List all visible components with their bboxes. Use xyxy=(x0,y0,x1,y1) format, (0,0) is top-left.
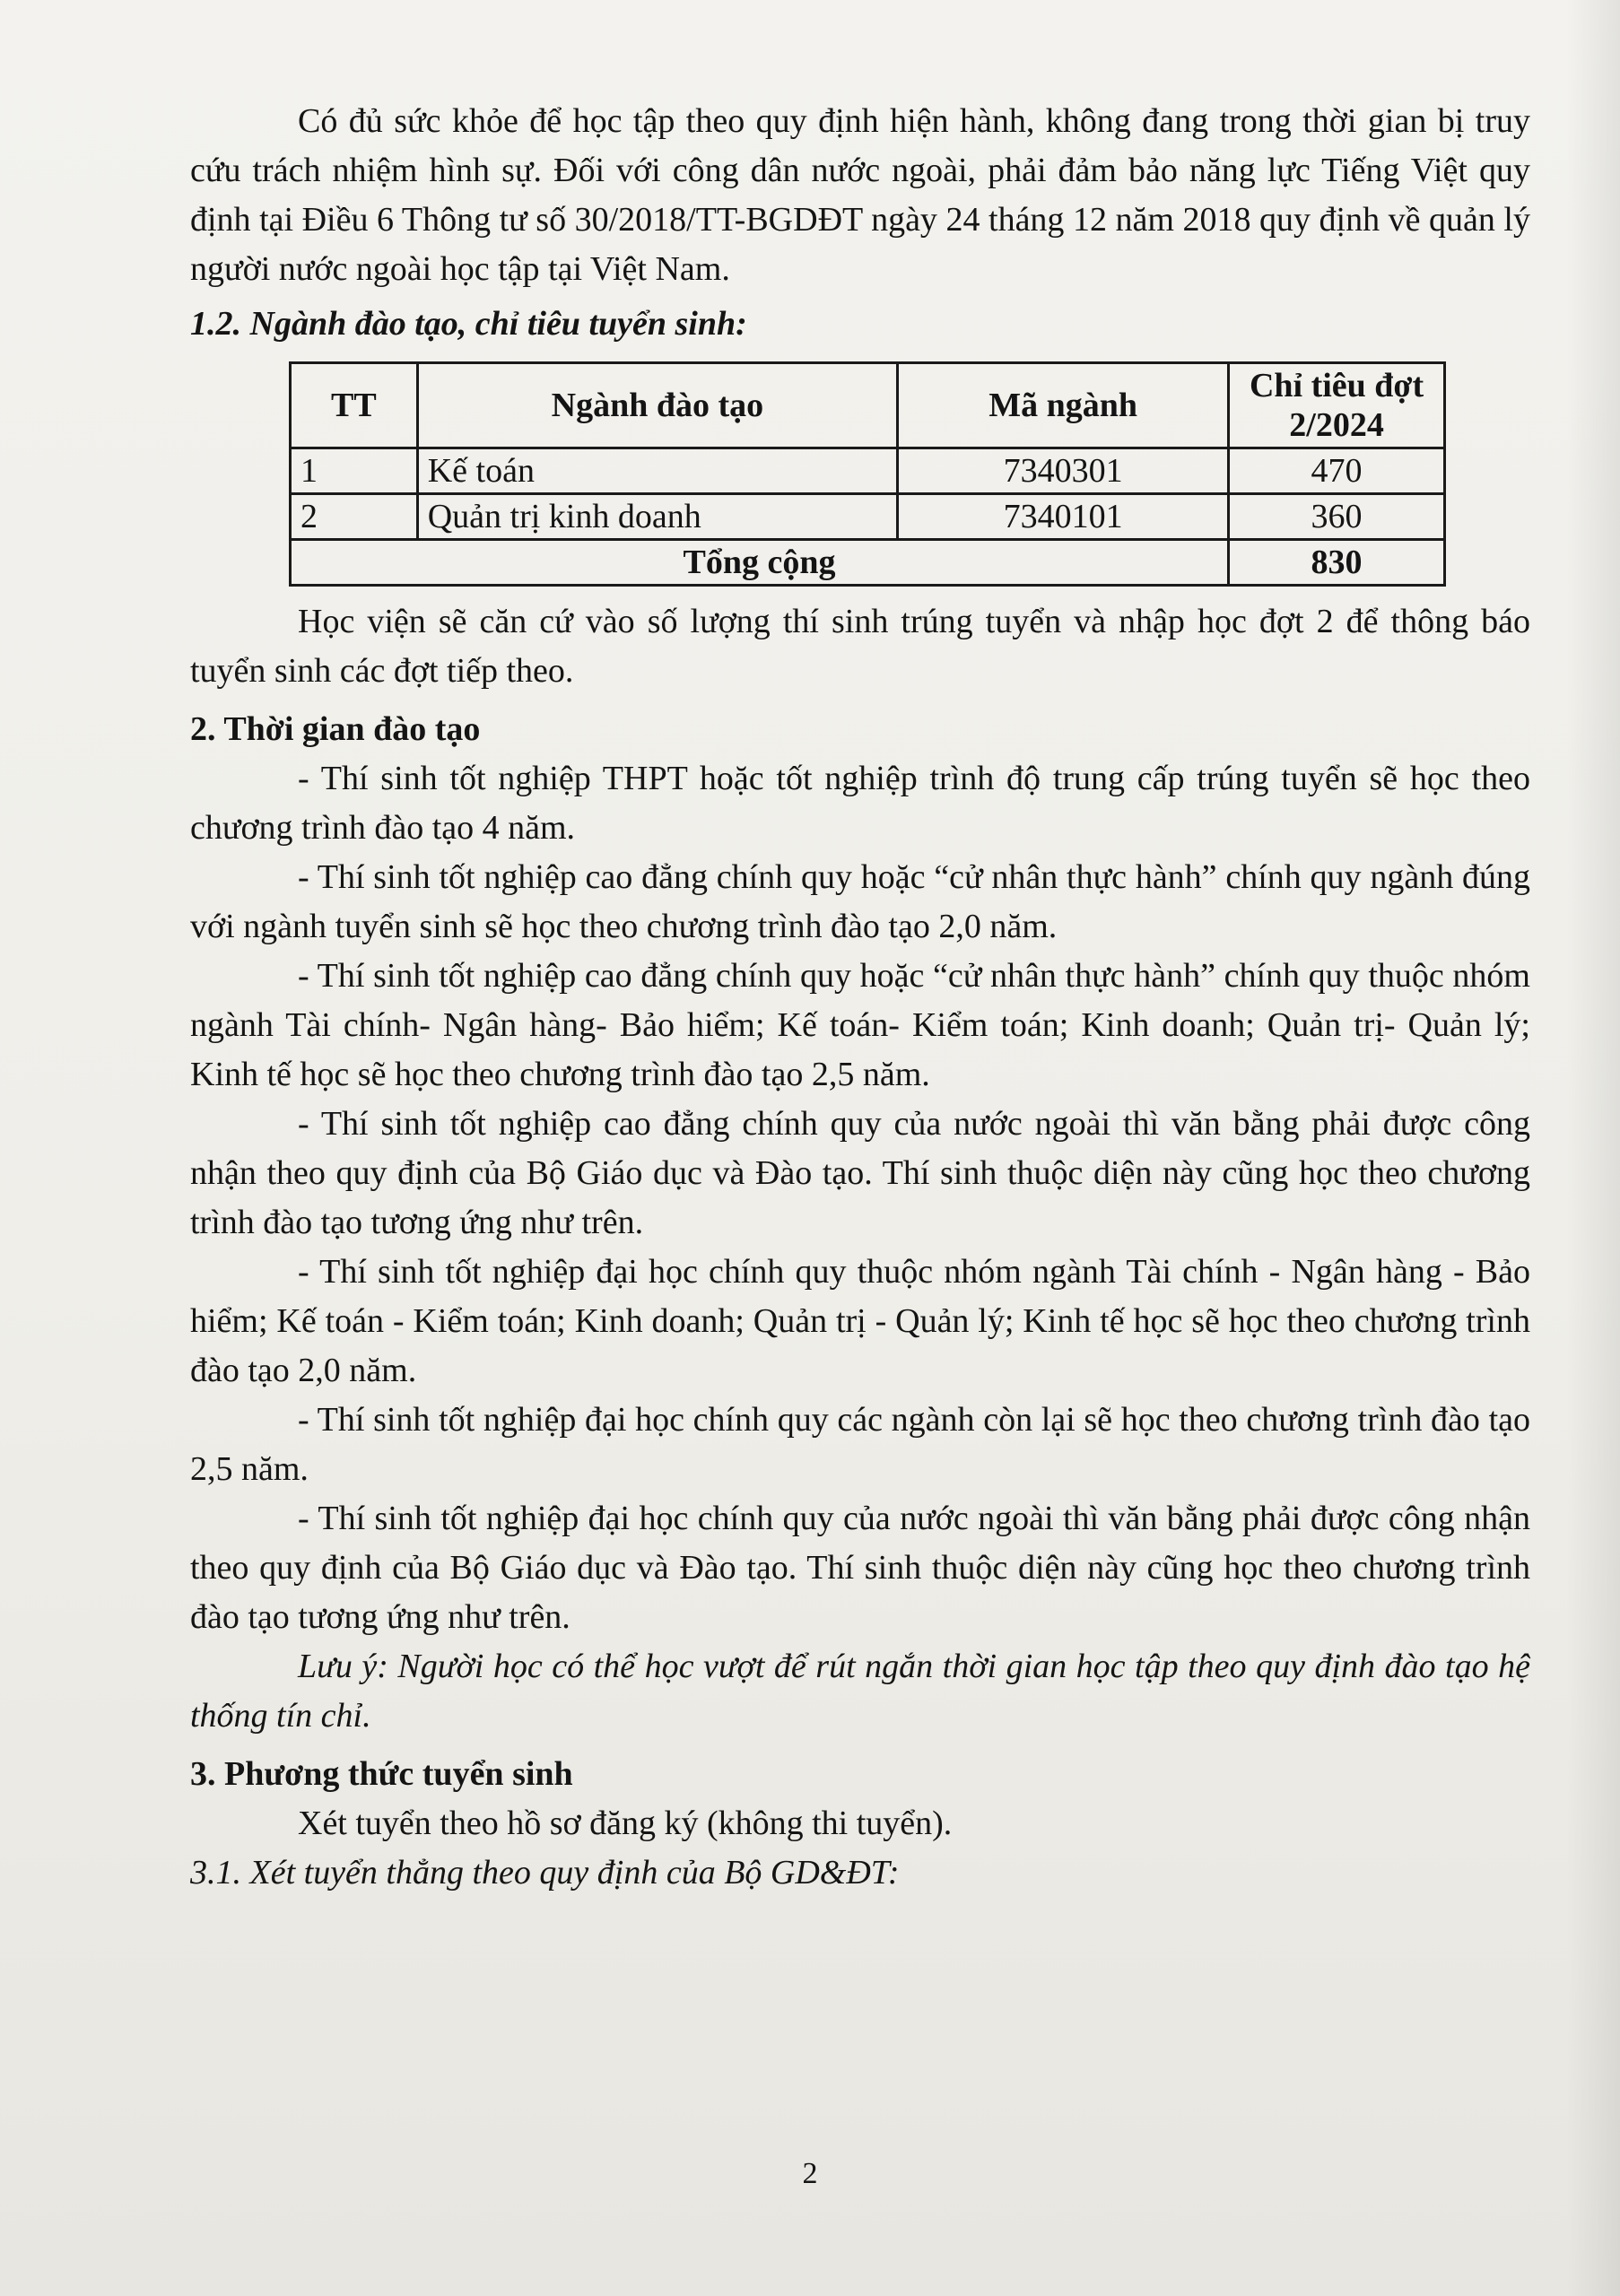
section-2-heading: 2. Thời gian đào tạo xyxy=(190,710,481,748)
page-content xyxy=(190,97,1530,1898)
section-1-2-heading: 1.2. Ngành đào tạo, chỉ tiêu tuyển sinh: xyxy=(190,305,747,343)
row-quota: 360 xyxy=(1229,494,1445,540)
total-value: 830 xyxy=(1229,540,1445,586)
list-item: - Thí sinh tốt nghiệp cao đẳng chính quy hoặc “cử nhân thực hành” chính quy thuộc nhóm ngành Tài chính- Ngân hàng- Bảo hiểm; Kế toán- Kiểm toán; Kinh doanh; Quản trị- Quản lý; Kinh tế học sẽ học theo chương trình đào tạo 2,5 năm. xyxy=(190,957,1530,1093)
list-item: - Thí sinh tốt nghiệp đại học chính quy các ngành còn lại sẽ học theo chương trình đào tạo 2,5 năm. xyxy=(190,1401,1530,1488)
list-item: - Thí sinh tốt nghiệp đại học chính quy của nước ngoài thì văn bằng phải được công nhận theo quy định của Bộ Giáo dục và Đào tạo. Thí sinh thuộc diện này cũng học theo chương trình đào tạo tương ứng như trên. xyxy=(190,1500,1530,1636)
intro-paragraph: Có đủ sức khỏe để học tập theo quy định hiện hành, không đang trong thời gian bị truy cứu trách nhiệm hình sự. Đối với công dân nước ngoài, phải đảm bảo năng lực Tiếng Việt quy định tại Điều 6 Thông tư số 30/2018/TT-BGDĐT ngày 24 tháng 12 năm 2018 quy định về quản lý người nước ngoài học tập tại Việt Nam. xyxy=(190,102,1530,288)
row-tt: 2 xyxy=(291,494,418,540)
list-item: - Thí sinh tốt nghiệp cao đẳng chính quy của nước ngoài thì văn bằng phải được công nhận theo quy định của Bộ Giáo dục và Đào tạo. Thí sinh thuộc diện này cũng học theo chương trình đào tạo tương ứng như trên. xyxy=(190,1105,1530,1241)
header-quota: Chỉ tiêu đợt 2/2024 xyxy=(1229,363,1445,448)
row-major: Quản trị kinh doanh xyxy=(417,494,897,540)
header-code: Mã ngành xyxy=(898,363,1229,448)
table-row xyxy=(291,494,1445,540)
section-3-1-heading: 3.1. Xét tuyển thẳng theo quy định của Bộ GD&ĐT: xyxy=(190,1854,900,1892)
total-label: Tổng cộng xyxy=(291,540,1229,586)
table-row xyxy=(291,448,1445,494)
section-2-note: Lưu ý: Người học có thể học vượt để rút ngắn thời gian học tập theo quy định đào tạo hệ thống tín chỉ. xyxy=(190,1648,1530,1735)
quota-table xyxy=(289,361,1446,587)
section-3-text: Xét tuyển theo hồ sơ đăng ký (không thi tuyển). xyxy=(298,1805,953,1842)
row-code: 7340301 xyxy=(898,448,1229,494)
row-code: 7340101 xyxy=(898,494,1229,540)
section-3-heading: 3. Phương thức tuyển sinh xyxy=(190,1755,573,1793)
row-tt: 1 xyxy=(291,448,418,494)
row-major: Kế toán xyxy=(417,448,897,494)
row-quota: 470 xyxy=(1229,448,1445,494)
page-edge-shadow xyxy=(1566,0,1620,2296)
table-total-row xyxy=(291,540,1445,586)
section-1-2-note: Học viện sẽ căn cứ vào số lượng thí sinh trúng tuyển và nhập học đợt 2 để thông báo tuyển sinh các đợt tiếp theo. xyxy=(190,603,1530,690)
list-item: - Thí sinh tốt nghiệp THPT hoặc tốt nghiệp trình độ trung cấp trúng tuyển sẽ học theo chương trình đào tạo 4 năm. xyxy=(190,760,1530,847)
header-major: Ngành đào tạo xyxy=(417,363,897,448)
table-header-row xyxy=(291,363,1445,448)
list-item: - Thí sinh tốt nghiệp đại học chính quy thuộc nhóm ngành Tài chính - Ngân hàng - Bảo hiểm; Kế toán - Kiểm toán; Kinh doanh; Quản trị - Quản lý; Kinh tế học sẽ học theo chương trình đào tạo 2,0 năm. xyxy=(190,1253,1530,1389)
header-tt: TT xyxy=(291,363,418,448)
list-item: - Thí sinh tốt nghiệp cao đẳng chính quy hoặc “cử nhân thực hành” chính quy ngành đúng với ngành tuyển sinh sẽ học theo chương trình đào tạo 2,0 năm. xyxy=(190,858,1530,945)
page-number: 2 xyxy=(802,2157,818,2190)
